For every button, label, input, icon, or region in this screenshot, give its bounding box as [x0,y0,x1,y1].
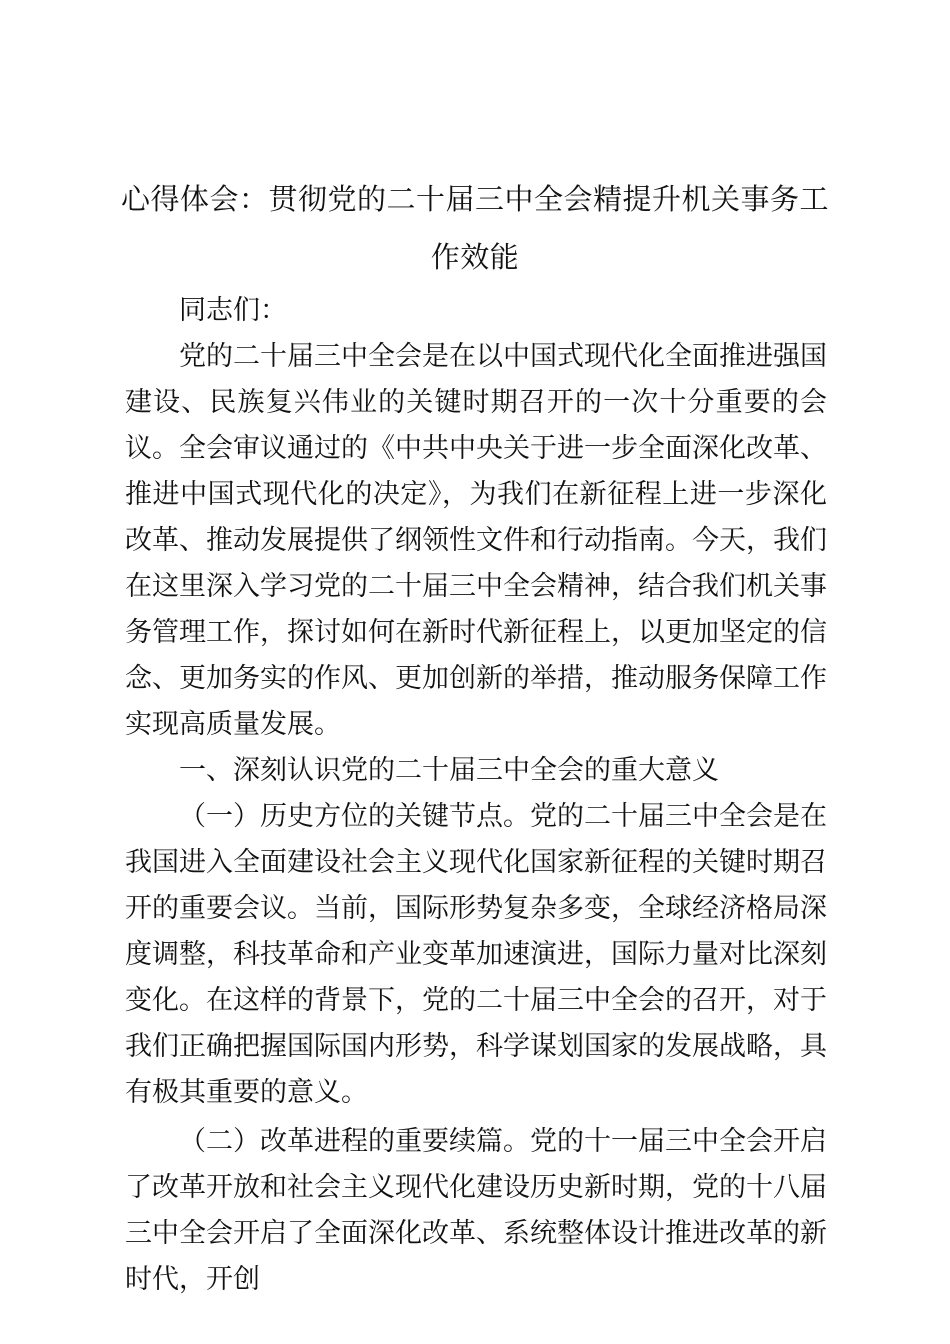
document-title: 心得体会：贯彻党的二十届三中全会精提升机关事务工作效能 [120,182,829,274]
paragraph-intro: 党的二十届三中全会是在以中国式现代化全面推进强国建设、民族复兴伟业的关键时期召开的一次十分重要的会议。全会审议通过的《中共中央关于进一步全面深化改革、推进中国式现代化的决定》，为我们在新征程上进一步深化改革、推动发展提供了纲领性文件和行动指南。今天，我们在这里深入学习党的二十届三中全会精神，结合我们机关事务管理工作，探讨如何在新时代新征程上，以更加坚定的信念、更加务实的作风、更加创新的举措，推动服务保障工作实现高质量发展。 [125,341,827,740]
document-body [125,288,827,1303]
paragraph-section-1-1: （一）历史方位的关键节点。党的二十届三中全会是在我国进入全面建设社会主义现代化国家新征程的关键时期召开的重要会议。当前，国际形势复杂多变，全球经济格局深度调整，科技革命和产业变革加速演进，国际力量对比深刻变化。在这样的背景下，党的二十届三中全会的召开，对于我们正确把握国际国内形势，科学谋划国家的发展战略，具有极其重要的意义。 [125,801,827,1108]
paragraph-section-1-2: （二）改革进程的重要续篇。党的十一届三中全会开启了改革开放和社会主义现代化建设历史新时期，党的十八届三中全会开启了全面深化改革、系统整体设计推进改革的新时代，开创 [125,1126,827,1295]
salutation: 同志们： [179,295,287,326]
section-heading: 一、深刻认识党的二十届三中全会的重大意义 [179,755,719,786]
